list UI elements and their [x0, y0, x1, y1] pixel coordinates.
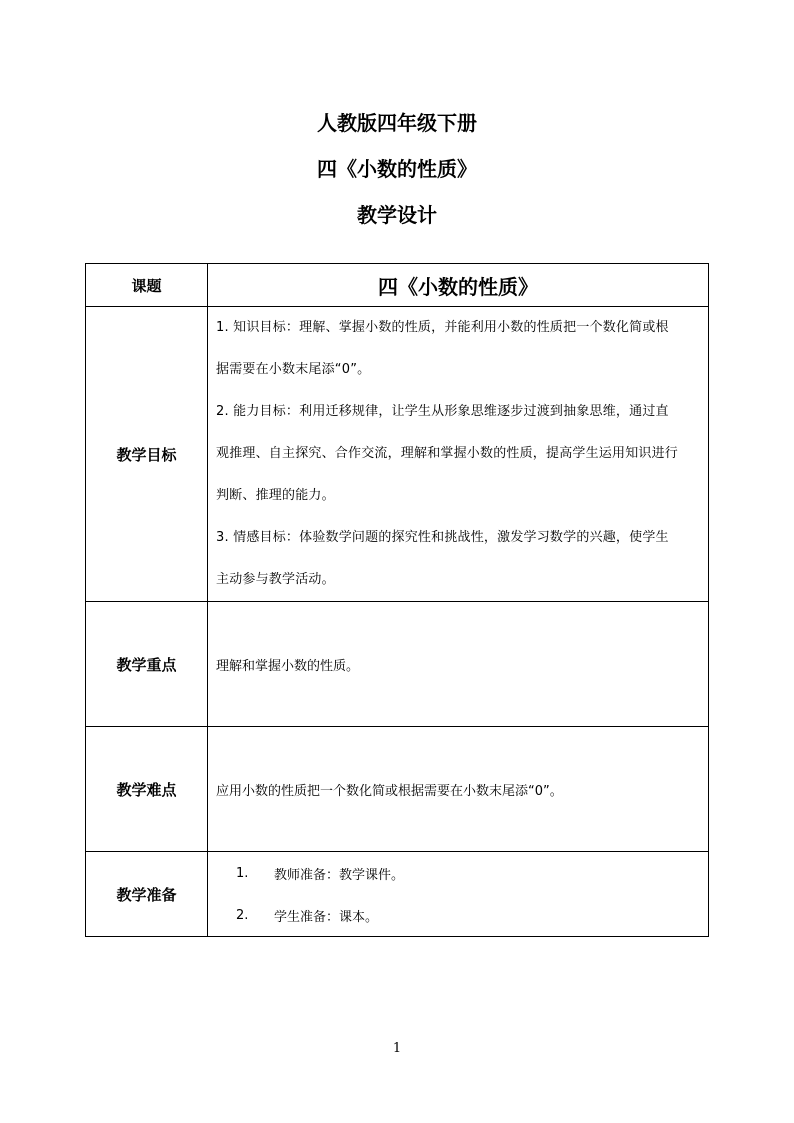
title-label: 课题	[86, 264, 208, 307]
table-row	[86, 852, 709, 937]
goals-line: 3. 情感目标：体验数学问题的探究性和挑战性，激发学习数学的兴趣，使学生	[216, 530, 669, 545]
design-title: 教学设计	[357, 203, 437, 227]
lesson-title: 四《小数的性质》	[317, 157, 477, 181]
title-value: 四《小数的性质》	[208, 264, 709, 307]
table-row	[86, 307, 709, 602]
goals-line: 2. 能力目标：利用迁移规律，让学生从形象思维逐步过渡到抽象思维，通过直	[216, 404, 669, 419]
key-point-label: 教学重点	[86, 602, 208, 727]
goals-label: 教学目标	[86, 307, 208, 602]
goals-line: 判断、推理的能力。	[216, 488, 335, 503]
page-number: 1	[392, 1041, 402, 1056]
goals-line: 主动参与教学活动。	[216, 572, 335, 587]
table-row	[86, 727, 709, 852]
preparation-list	[208, 852, 709, 937]
goals-line: 据需要在小数末尾添“0”。	[216, 362, 371, 377]
goals-line: 1. 知识目标：理解、掌握小数的性质，并能利用小数的性质把一个数化简或根	[216, 320, 669, 335]
preparation-label: 教学准备	[86, 852, 208, 937]
key-point-text: 理解和掌握小数的性质。	[208, 602, 709, 727]
document-header	[0, 100, 794, 238]
table-row	[86, 602, 709, 727]
difficulty-text: 应用小数的性质把一个数化简或根据需要在小数末尾添“0”。	[208, 727, 709, 852]
textbook-title: 人教版四年级下册	[317, 111, 477, 135]
goals-content	[208, 307, 709, 602]
list-number: 1.	[236, 865, 249, 881]
list-text: 学生准备：课本。	[274, 909, 379, 925]
table-row	[86, 264, 709, 307]
list-item	[216, 852, 702, 894]
list-number: 2.	[236, 907, 249, 923]
difficulty-label: 教学难点	[86, 727, 208, 852]
list-text: 教师准备：教学课件。	[274, 867, 405, 883]
lesson-plan-table	[85, 263, 709, 937]
list-item	[216, 894, 702, 936]
goals-line: 观推理、自主探究、合作交流，理解和掌握小数的性质，提高学生运用知识进行	[216, 446, 679, 461]
